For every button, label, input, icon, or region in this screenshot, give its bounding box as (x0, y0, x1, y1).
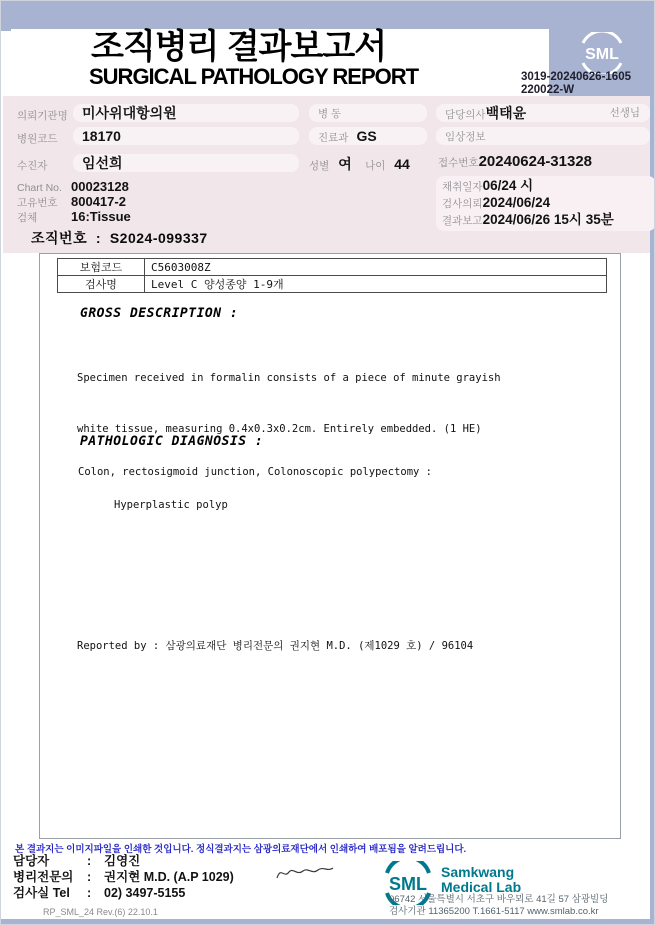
table-row (58, 259, 607, 276)
signature-image (274, 863, 336, 883)
pathologic-diagnosis-heading: PATHOLOGIC DIAGNOSIS : (80, 434, 264, 449)
field-department: 진료과 GS (309, 127, 427, 145)
form-code: RP_SML_24 Rev.(6) 22.10.1 (43, 907, 158, 917)
svg-text:SML: SML (585, 46, 619, 63)
field-doctor: 담당의사백태윤 선생님 (436, 104, 650, 122)
field-label-hospital-code: 병원코드 (17, 133, 58, 145)
svg-text:SML: SML (389, 874, 427, 894)
report-body (39, 253, 621, 839)
field-collection-date: 채취일자06/24 시 (442, 178, 534, 193)
right-band (650, 1, 655, 925)
page-subtitle: SURGICAL PATHOLOGY REPORT (89, 64, 419, 89)
pathology-report-page: 조직병리 결과보고서 SURGICAL PATHOLOGY REPORT SML 3019-20240626-1605 220022-W 의뢰기관명 미사위대항의원 병원코드 18170 수진자 임선희 Chart No. 00023128 고유번호 800417-2 검체 16:Tissue 조직번호 : S2024-099337 병 동 진료과 GS 성별 여 나이 44 담당의사백태윤 선생님 임상정보 접수번호20240624-31328 채취일자06/24 시 검사의뢰2024/06/24 결과보고2024/06/26 15시 35분 보험코드 C5603008Z 검사명 Level C 양성종양 1-9개 GROSS DESCRIPTION : Specimen received in formalin consists of a piece of minute grayish white tissue, measuring 0.4x0.3x0.2cm. Entirely embedded. (1 HE) PATHOLOGIC DIAGNOSIS : Colon, rectosigmoid junction, Colonoscopic polypectomy : Hyperplastic polyp Reported by : 삼광의료재단 병리전문의 권지현 M.D. (제1029 호) / 96104 본 결과지는 이미지파일을 인쇄한 것입니다. 정식결과지는 삼광의료재단에서 인쇄하여 배포됨을 알려드립니다. 담당자 : 김영진 병리전문의 : 권지현 M.D. (A.P 1029) 검사실 Tel : 02) 3497-5155 RP_SML_24 Rev.(6) 22.10.1 SML Samkwang Medical Lab 06742 서울특별시 서초구 바우뫼로 41길 57 삼광빌딩 검사기관 11365200 T.1661-5117 www.smlab.co.kr (0, 0, 655, 925)
bottom-band (1, 919, 655, 925)
field-sex-age: 성별 여 나이 44 (309, 156, 410, 172)
insurance-code-label: 보험코드 (58, 259, 145, 276)
company-address: 06742 서울특별시 서초구 바우뫼로 41길 57 삼광빌딩 검사기관 11365200 T.1661-5117 www.smlab.co.kr (389, 894, 609, 917)
field-label-patient-name: 수진자 (17, 160, 48, 172)
field-ward: 병 동 (309, 104, 427, 122)
insurance-code-value: C5603008Z (145, 259, 607, 276)
sml-logo-icon (576, 32, 628, 74)
test-name-label: 검사명 (58, 276, 145, 293)
print-notice: 본 결과지는 이미지파일을 인쇄한 것입니다. 정식결과지는 삼광의료재단에서 인쇄하여 배포됨을 알려드립니다. (15, 844, 467, 855)
gross-description-heading: GROSS DESCRIPTION : (80, 306, 239, 321)
field-chart-no: Chart No. 00023128 (17, 179, 129, 194)
field-dates-block (436, 176, 655, 231)
field-value-hospital-name: 미사위대항의원 (73, 104, 299, 122)
test-name-value: Level C 양성종양 1-9개 (145, 276, 607, 293)
field-receipt-no: 접수번호20240624-31328 (438, 153, 593, 170)
field-specimen: 검체 16:Tissue (17, 209, 131, 224)
gross-description-text: Specimen received in formalin consists of a piece of minute grayish white tissue, measuring 0.4x0.3x0.2cm. Entirely embedded. (1 HE) (77, 372, 501, 435)
patient-info-panel (3, 96, 650, 253)
reported-by-line: Reported by : 삼광의료재단 병리전문의 권지현 M.D. (제1029 호) / 96104 (77, 640, 474, 652)
field-unique-no: 고유번호 800417-2 (17, 194, 126, 209)
field-tissue-no: 조직번호 : S2024-099337 (31, 230, 208, 246)
insurance-table (57, 258, 607, 293)
field-clinical-info: 임상정보 (436, 127, 650, 145)
page-title: 조직병리 결과보고서 (91, 28, 387, 66)
document-number-2: 220022-W (521, 84, 575, 96)
report-title-box (11, 29, 549, 89)
table-row (58, 276, 607, 293)
company-name: Samkwang Medical Lab (441, 864, 522, 895)
field-value-patient-name: 임선희 (73, 154, 299, 172)
field-value-hospital-code: 18170 (73, 127, 299, 145)
diagnosis-site-text: Colon, rectosigmoid junction, Colonoscopic polypectomy : (78, 466, 433, 478)
field-report-date: 결과보고2024/06/26 15시 35분 (442, 212, 614, 227)
diagnosis-result-text: Hyperplastic polyp (114, 499, 228, 511)
document-number-1: 3019-20240626-1605 (521, 71, 631, 83)
document-numbers (521, 71, 631, 97)
field-label-hospital-name: 의뢰기관명 (17, 110, 68, 122)
signature-icon (274, 863, 336, 883)
field-request-date: 검사의뢰2024/06/24 (442, 195, 551, 210)
